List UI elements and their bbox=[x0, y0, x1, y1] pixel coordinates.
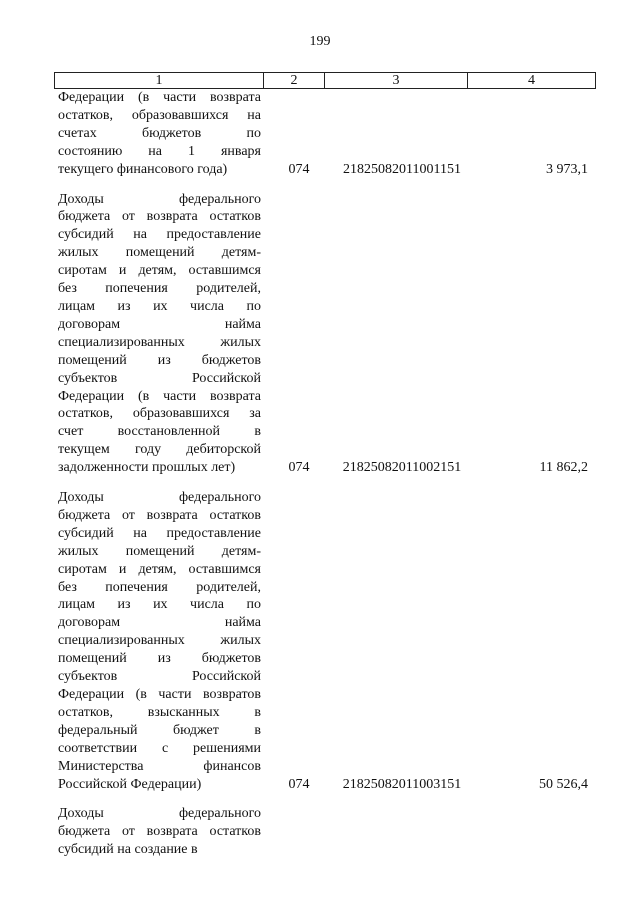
description-line: сиротам и детям, оставшимся bbox=[58, 263, 261, 279]
description-line: счетах бюджетов по bbox=[58, 125, 261, 141]
description-line: субсидий на создание в bbox=[58, 842, 198, 858]
description-line: бюджета от возврата остатков bbox=[58, 824, 261, 840]
budget-classification-code: 21825082011002151 bbox=[342, 460, 462, 476]
description-line: бюджета от возврата остатков bbox=[58, 507, 261, 523]
description-line: субъектов Российской bbox=[58, 370, 261, 386]
column-header-2: 2 bbox=[264, 73, 325, 88]
description-line: состоянию на 1 января bbox=[58, 143, 261, 159]
description-line: остатков, образовавшихся на bbox=[58, 107, 261, 123]
description-line: Доходы федерального bbox=[58, 490, 261, 506]
income-description bbox=[58, 805, 261, 859]
description-line: Министерства финансов bbox=[58, 758, 261, 774]
table-row bbox=[54, 805, 596, 859]
description-line: остатков, образовавшихся за bbox=[58, 406, 261, 422]
description-line: субъектов Российской bbox=[58, 669, 261, 685]
page-number: 199 bbox=[309, 34, 331, 49]
description-line: лицам из их числа по bbox=[58, 597, 261, 613]
income-description bbox=[58, 489, 261, 793]
description-line: федеральный бюджет в bbox=[58, 722, 261, 738]
description-line: задолженности прошлых лет) bbox=[58, 460, 236, 476]
description-line: договорам найма bbox=[58, 615, 261, 631]
amount-value: 50 526,4 bbox=[539, 776, 588, 792]
description-line: лицам из их числа по bbox=[58, 298, 261, 314]
description-line: Доходы федерального bbox=[58, 191, 261, 207]
description-line: сиротам и детям, оставшимся bbox=[58, 561, 261, 577]
description-line: Федерации (в части возврата bbox=[58, 388, 261, 404]
column-header-3: 3 bbox=[325, 73, 468, 88]
income-description bbox=[58, 191, 261, 478]
description-line: договорам найма bbox=[58, 316, 261, 332]
description-line: счет восстановленной в bbox=[58, 424, 261, 440]
description-line: субсидий на предоставление bbox=[58, 227, 261, 243]
description-line: помещений из бюджетов bbox=[58, 352, 261, 368]
description-line: бюджета от возврата остатков bbox=[58, 209, 261, 225]
budget-classification-code: 21825082011001151 bbox=[343, 161, 461, 177]
description-line: без попечения родителей, bbox=[58, 579, 261, 595]
description-line: помещений из бюджетов bbox=[58, 651, 261, 667]
admin-code: 074 bbox=[288, 776, 310, 792]
description-line: остатков, взысканных в bbox=[58, 704, 261, 720]
table-row bbox=[54, 191, 596, 478]
description-line: соответствии с решениями bbox=[58, 740, 261, 756]
description-line: без попечения родителей, bbox=[58, 281, 261, 297]
description-line: Доходы федерального bbox=[58, 806, 261, 822]
amount-value: 11 862,2 bbox=[539, 460, 588, 476]
table-row bbox=[54, 489, 596, 793]
admin-code: 074 bbox=[288, 460, 310, 476]
description-line: специализированных жилых bbox=[58, 334, 261, 350]
column-header-1: 1 bbox=[55, 73, 264, 88]
description-line: текущего финансового года) bbox=[58, 161, 228, 177]
description-line: жилых помещений детям- bbox=[58, 245, 261, 261]
description-line: Федерации (в части возврата bbox=[58, 90, 261, 105]
income-description bbox=[58, 89, 261, 179]
table-body bbox=[54, 89, 596, 859]
description-line: жилых помещений детям- bbox=[58, 543, 261, 559]
budget-classification-code: 21825082011003151 bbox=[342, 776, 462, 792]
column-header-4: 4 bbox=[528, 73, 535, 88]
description-line: текущем году дебиторской bbox=[58, 442, 261, 458]
amount-value: 3 973,1 bbox=[546, 161, 588, 177]
admin-code: 074 bbox=[288, 161, 310, 177]
description-line: субсидий на предоставление bbox=[58, 525, 261, 541]
description-line: Российской Федерации) bbox=[58, 776, 202, 792]
table-header-row bbox=[54, 72, 596, 89]
description-line: специализированных жилых bbox=[58, 633, 261, 649]
table-row bbox=[54, 89, 596, 179]
description-line: Федерации (в части возвратов bbox=[58, 687, 261, 702]
